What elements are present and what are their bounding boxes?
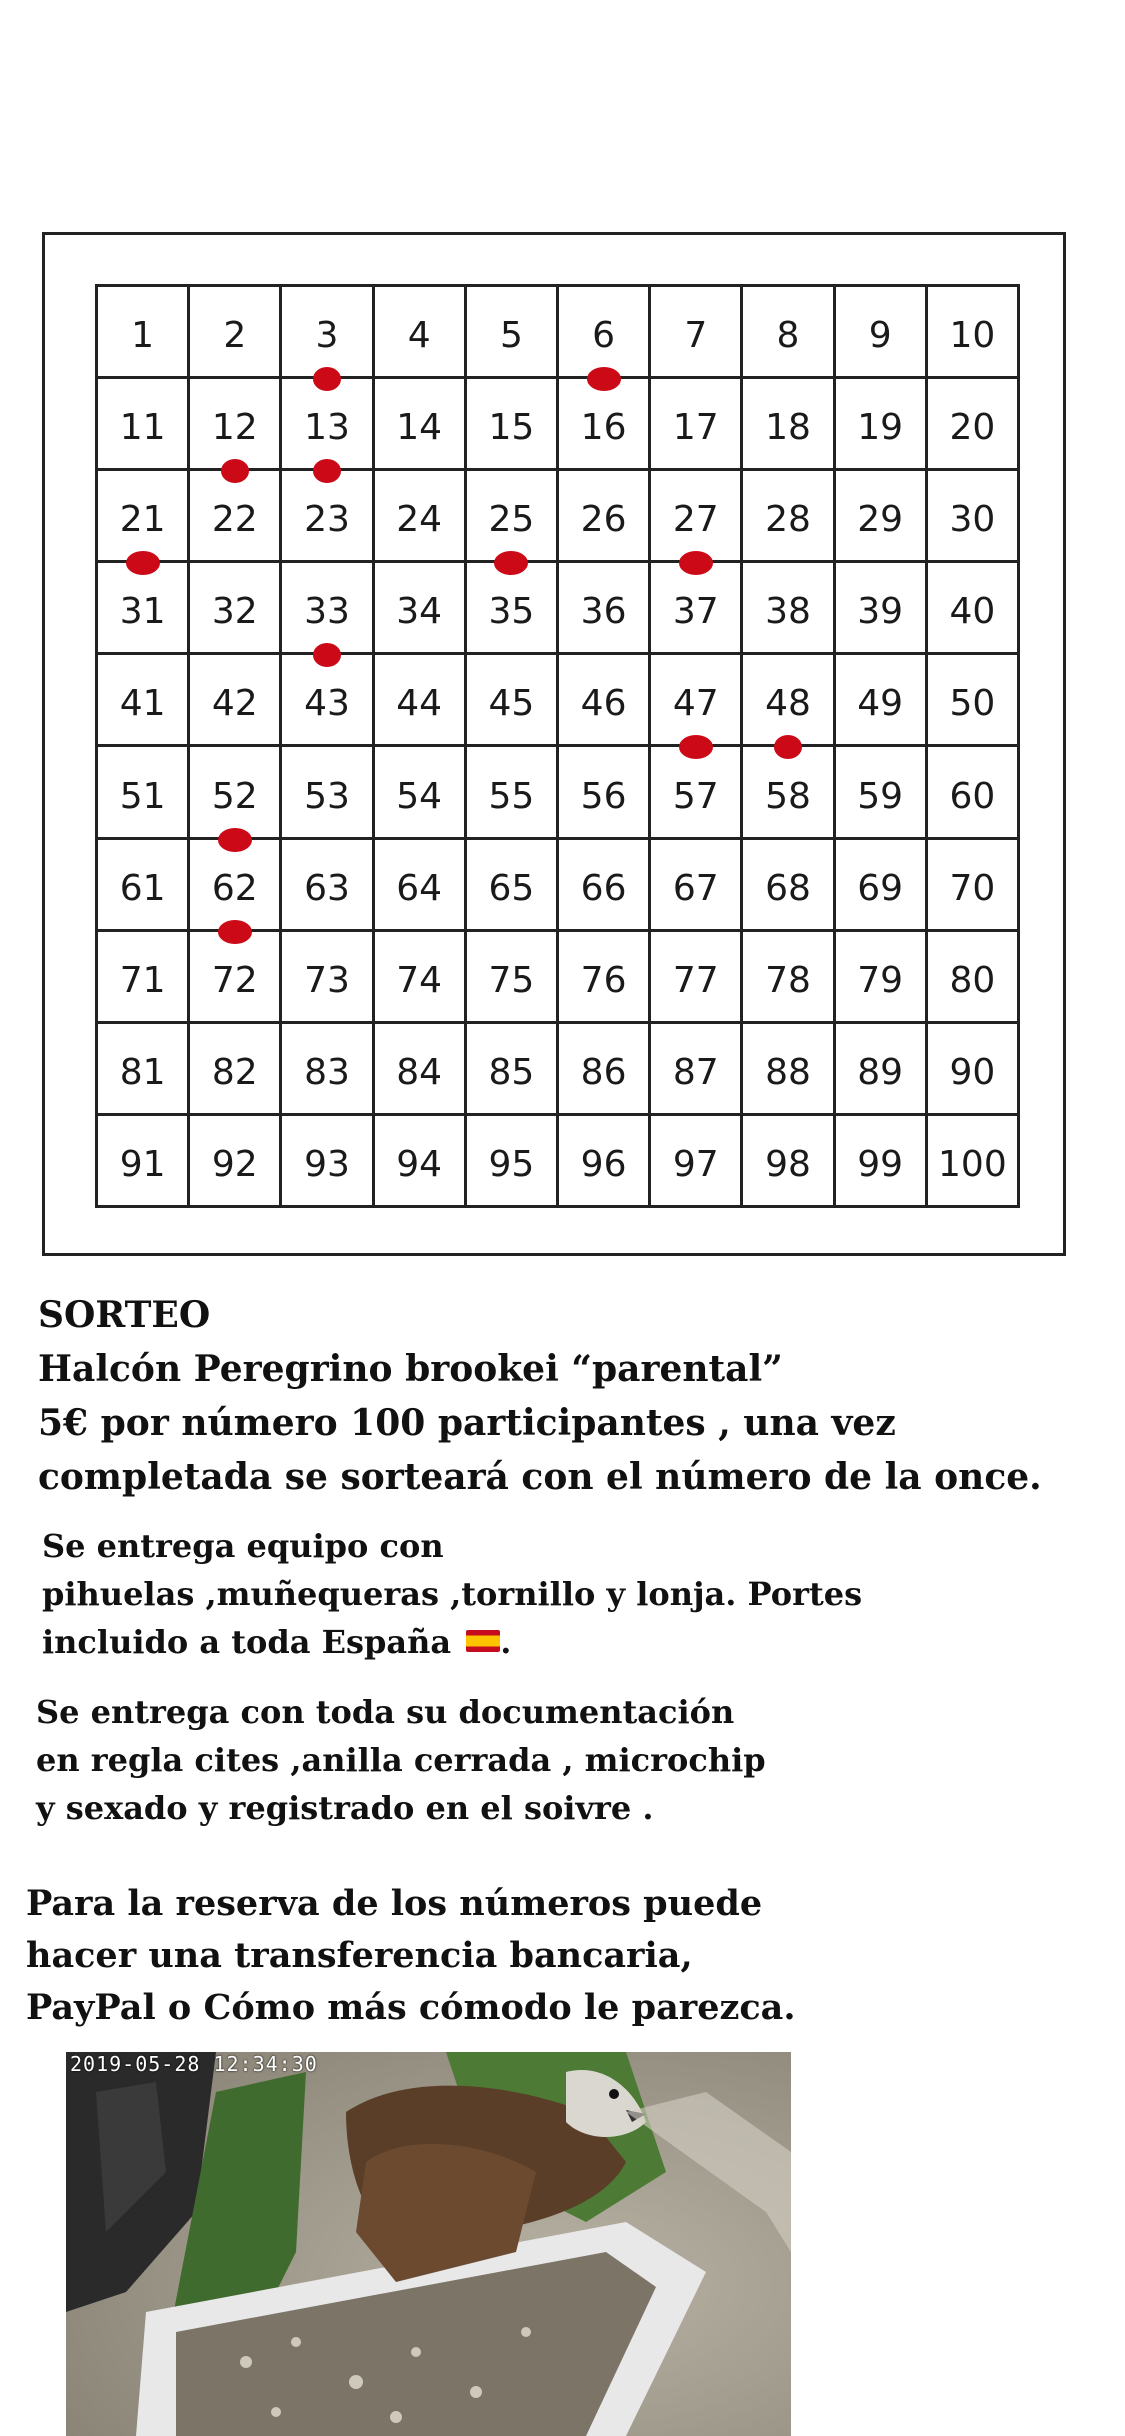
number-cell-30 — [928, 471, 1020, 563]
number-label: 21 — [119, 499, 166, 541]
number-label: 47 — [672, 683, 719, 725]
number-cell-62 — [190, 840, 282, 932]
number-cell-6 — [559, 287, 651, 379]
number-label: 77 — [672, 959, 719, 1001]
number-label: 80 — [949, 959, 996, 1001]
number-label: 18 — [765, 407, 811, 449]
number-label: 14 — [396, 407, 443, 449]
number-label: 95 — [488, 1143, 535, 1185]
number-cell-60 — [928, 747, 1020, 839]
number-cell-52 — [190, 747, 282, 839]
number-cell-35 — [467, 563, 559, 655]
number-label: 96 — [580, 1143, 627, 1185]
number-label: 81 — [119, 1051, 166, 1093]
number-label: 37 — [672, 591, 719, 633]
number-cell-50 — [928, 655, 1020, 747]
number-cell-40 — [928, 563, 1020, 655]
number-cell-34 — [375, 563, 467, 655]
number-label: 90 — [949, 1051, 996, 1093]
number-label: 54 — [396, 775, 443, 817]
number-cell-81 — [98, 1024, 190, 1116]
number-cell-95 — [467, 1116, 559, 1208]
number-label: 17 — [672, 407, 719, 449]
number-label: 67 — [672, 867, 719, 909]
number-cell-19 — [836, 379, 928, 471]
raffle-title: SORTEO — [38, 1294, 211, 1336]
number-cell-64 — [375, 840, 467, 932]
number-label: 62 — [211, 867, 258, 909]
number-label: 53 — [304, 775, 350, 817]
number-label: 22 — [211, 499, 258, 541]
number-cell-98 — [743, 1116, 835, 1208]
number-label: 83 — [304, 1051, 350, 1093]
number-cell-92 — [190, 1116, 282, 1208]
number-label: 31 — [119, 591, 166, 633]
raffle-price: 5€ por número 100 participantes , una vez — [38, 1402, 896, 1444]
documentation-line-3: y sexado y registrado en el soivre . — [36, 1789, 654, 1827]
number-cell-71 — [98, 932, 190, 1024]
number-cell-89 — [836, 1024, 928, 1116]
number-cell-80 — [928, 932, 1020, 1024]
number-label: 49 — [857, 683, 904, 725]
number-label: 11 — [119, 407, 166, 449]
number-label: 58 — [765, 775, 811, 817]
spain-flag-icon — [466, 1630, 500, 1652]
equipment-info-block — [42, 1522, 862, 1666]
raffle-prize: Halcón Peregrino brookei “parental” — [38, 1348, 783, 1390]
number-cell-44 — [375, 655, 467, 747]
number-cell-47 — [651, 655, 743, 747]
number-label: 70 — [949, 867, 996, 909]
number-cell-65 — [467, 840, 559, 932]
number-cell-42 — [190, 655, 282, 747]
number-label: 91 — [119, 1143, 166, 1185]
number-label: 15 — [488, 407, 535, 449]
number-cell-61 — [98, 840, 190, 932]
raffle-heading-block — [38, 1288, 1042, 1504]
number-cell-82 — [190, 1024, 282, 1116]
equipment-line-3-text: incluido a toda España — [42, 1623, 452, 1661]
number-cell-48 — [743, 655, 835, 747]
raffle-draw-rule: completada se sorteará con el número de la once. — [38, 1456, 1042, 1498]
number-cell-37 — [651, 563, 743, 655]
number-label: 82 — [211, 1051, 258, 1093]
number-label: 99 — [857, 1143, 904, 1185]
number-cell-11 — [98, 379, 190, 471]
number-label: 72 — [211, 959, 258, 1001]
number-label: 40 — [949, 591, 996, 633]
number-label: 1 — [131, 315, 155, 357]
number-cell-59 — [836, 747, 928, 839]
number-cell-84 — [375, 1024, 467, 1116]
number-cell-68 — [743, 840, 835, 932]
number-label: 100 — [938, 1143, 1007, 1185]
number-label: 60 — [949, 775, 996, 817]
number-cell-58 — [743, 747, 835, 839]
number-label: 3 — [315, 315, 339, 357]
number-cell-51 — [98, 747, 190, 839]
number-label: 85 — [488, 1051, 535, 1093]
taken-mark-37 — [679, 551, 713, 575]
documentation-line-1: Se entrega con toda su documentación — [36, 1693, 735, 1731]
number-cell-83 — [282, 1024, 374, 1116]
number-label: 33 — [304, 591, 350, 633]
number-cell-16 — [559, 379, 651, 471]
number-label: 30 — [949, 499, 996, 541]
number-cell-55 — [467, 747, 559, 839]
number-cell-10 — [928, 287, 1020, 379]
number-cell-36 — [559, 563, 651, 655]
number-cell-25 — [467, 471, 559, 563]
taken-mark-72 — [218, 920, 252, 944]
number-label: 64 — [396, 867, 443, 909]
number-cell-72 — [190, 932, 282, 1024]
number-label: 59 — [857, 775, 904, 817]
number-cell-27 — [651, 471, 743, 563]
number-label: 74 — [396, 959, 443, 1001]
number-cell-14 — [375, 379, 467, 471]
number-cell-26 — [559, 471, 651, 563]
payment-info-block — [26, 1878, 796, 2034]
number-cell-67 — [651, 840, 743, 932]
number-label: 16 — [580, 407, 627, 449]
raffle-number-grid — [95, 284, 1020, 1208]
number-label: 25 — [488, 499, 535, 541]
number-cell-91 — [98, 1116, 190, 1208]
number-cell-93 — [282, 1116, 374, 1208]
number-cell-5 — [467, 287, 559, 379]
number-label: 89 — [857, 1051, 904, 1093]
number-cell-96 — [559, 1116, 651, 1208]
equipment-line-3-end: . — [500, 1623, 512, 1661]
number-label: 32 — [211, 591, 258, 633]
number-cell-90 — [928, 1024, 1020, 1116]
number-cell-78 — [743, 932, 835, 1024]
number-cell-94 — [375, 1116, 467, 1208]
number-label: 56 — [580, 775, 627, 817]
number-cell-43 — [282, 655, 374, 747]
documentation-info-block — [36, 1688, 766, 1832]
number-label: 51 — [119, 775, 166, 817]
number-label: 39 — [857, 591, 904, 633]
number-cell-97 — [651, 1116, 743, 1208]
number-label: 26 — [580, 499, 627, 541]
number-label: 43 — [304, 683, 350, 725]
number-cell-69 — [836, 840, 928, 932]
documentation-line-2: en regla cites ,anilla cerrada , microchip — [36, 1741, 766, 1779]
number-label: 94 — [396, 1143, 443, 1185]
number-label: 36 — [580, 591, 627, 633]
number-cell-46 — [559, 655, 651, 747]
number-label: 45 — [488, 683, 535, 725]
equipment-line-2: pihuelas ,muñequeras ,tornillo y lonja. Portes — [42, 1575, 863, 1613]
number-label: 5 — [499, 315, 523, 357]
number-cell-17 — [651, 379, 743, 471]
number-label: 35 — [488, 591, 535, 633]
number-label: 34 — [396, 591, 443, 633]
number-cell-45 — [467, 655, 559, 747]
number-label: 52 — [211, 775, 258, 817]
number-label: 61 — [119, 867, 166, 909]
number-label: 2 — [223, 315, 247, 357]
number-label: 76 — [580, 959, 627, 1001]
number-cell-23 — [282, 471, 374, 563]
number-cell-87 — [651, 1024, 743, 1116]
taken-mark-16 — [587, 367, 621, 391]
number-cell-38 — [743, 563, 835, 655]
number-label: 50 — [949, 683, 996, 725]
equipment-line-3 — [42, 1618, 862, 1666]
number-cell-100 — [928, 1116, 1020, 1208]
taken-mark-62 — [218, 828, 252, 852]
number-cell-73 — [282, 932, 374, 1024]
number-label: 4 — [407, 315, 431, 357]
number-label: 28 — [765, 499, 811, 541]
number-label: 93 — [304, 1143, 350, 1185]
number-label: 29 — [857, 499, 904, 541]
number-label: 13 — [304, 407, 350, 449]
number-cell-4 — [375, 287, 467, 379]
number-cell-77 — [651, 932, 743, 1024]
number-cell-20 — [928, 379, 1020, 471]
payment-line-2: hacer una transferencia bancaria, — [26, 1935, 693, 1976]
taken-mark-22 — [221, 459, 249, 483]
taken-mark-43 — [313, 643, 341, 667]
number-cell-9 — [836, 287, 928, 379]
number-cell-88 — [743, 1024, 835, 1116]
number-cell-49 — [836, 655, 928, 747]
number-label: 78 — [765, 959, 811, 1001]
number-cell-86 — [559, 1024, 651, 1116]
number-cell-8 — [743, 287, 835, 379]
number-label: 97 — [672, 1143, 719, 1185]
number-cell-57 — [651, 747, 743, 839]
number-cell-24 — [375, 471, 467, 563]
number-label: 20 — [949, 407, 996, 449]
number-cell-22 — [190, 471, 282, 563]
number-cell-21 — [98, 471, 190, 563]
number-cell-28 — [743, 471, 835, 563]
number-label: 92 — [211, 1143, 258, 1185]
number-label: 79 — [857, 959, 904, 1001]
number-cell-63 — [282, 840, 374, 932]
number-cell-85 — [467, 1024, 559, 1116]
payment-line-1: Para la reserva de los números puede — [26, 1883, 763, 1924]
number-label: 42 — [211, 683, 258, 725]
taken-mark-13 — [313, 367, 341, 391]
number-cell-2 — [190, 287, 282, 379]
number-cell-31 — [98, 563, 190, 655]
number-label: 75 — [488, 959, 535, 1001]
number-label: 55 — [488, 775, 535, 817]
number-cell-1 — [98, 287, 190, 379]
number-cell-79 — [836, 932, 928, 1024]
number-label: 65 — [488, 867, 535, 909]
number-label: 27 — [672, 499, 719, 541]
number-label: 24 — [396, 499, 443, 541]
taken-mark-35 — [494, 551, 528, 575]
number-label: 38 — [765, 591, 811, 633]
number-cell-76 — [559, 932, 651, 1024]
number-label: 57 — [672, 775, 719, 817]
taken-mark-57 — [679, 735, 713, 759]
falcon-nest-illustration — [66, 2052, 791, 2436]
number-label: 84 — [396, 1051, 443, 1093]
number-cell-74 — [375, 932, 467, 1024]
number-cell-66 — [559, 840, 651, 932]
taken-mark-58 — [774, 735, 802, 759]
number-label: 73 — [304, 959, 350, 1001]
number-label: 87 — [672, 1051, 719, 1093]
number-label: 10 — [949, 315, 996, 357]
number-cell-3 — [282, 287, 374, 379]
camera-timestamp: 2019-05-28 12:34:30 — [70, 2052, 318, 2076]
number-cell-33 — [282, 563, 374, 655]
taken-mark-31 — [126, 551, 160, 575]
number-label: 88 — [765, 1051, 811, 1093]
number-cell-18 — [743, 379, 835, 471]
number-cell-56 — [559, 747, 651, 839]
number-label: 12 — [211, 407, 258, 449]
number-cell-41 — [98, 655, 190, 747]
number-label: 6 — [592, 315, 616, 357]
number-label: 7 — [684, 315, 708, 357]
number-cell-32 — [190, 563, 282, 655]
number-cell-29 — [836, 471, 928, 563]
taken-mark-23 — [313, 459, 341, 483]
number-label: 71 — [119, 959, 166, 1001]
number-label: 68 — [765, 867, 811, 909]
number-label: 69 — [857, 867, 904, 909]
number-label: 44 — [396, 683, 443, 725]
number-label: 8 — [776, 315, 800, 357]
number-cell-13 — [282, 379, 374, 471]
number-label: 86 — [580, 1051, 627, 1093]
number-cell-75 — [467, 932, 559, 1024]
number-label: 63 — [304, 867, 350, 909]
payment-line-3: PayPal o Cómo más cómodo le parezca. — [26, 1987, 796, 2028]
number-cell-70 — [928, 840, 1020, 932]
number-cell-54 — [375, 747, 467, 839]
number-cell-12 — [190, 379, 282, 471]
number-label: 98 — [765, 1143, 811, 1185]
number-label: 41 — [119, 683, 166, 725]
number-label: 66 — [580, 867, 627, 909]
number-label: 19 — [857, 407, 904, 449]
number-label: 46 — [580, 683, 627, 725]
number-cell-53 — [282, 747, 374, 839]
number-cell-7 — [651, 287, 743, 379]
number-cell-99 — [836, 1116, 928, 1208]
equipment-line-1: Se entrega equipo con — [42, 1527, 444, 1565]
number-label: 23 — [304, 499, 350, 541]
number-label: 48 — [765, 683, 811, 725]
falcon-chick-photo — [66, 2052, 791, 2436]
number-label: 9 — [868, 315, 892, 357]
number-cell-15 — [467, 379, 559, 471]
number-cell-39 — [836, 563, 928, 655]
